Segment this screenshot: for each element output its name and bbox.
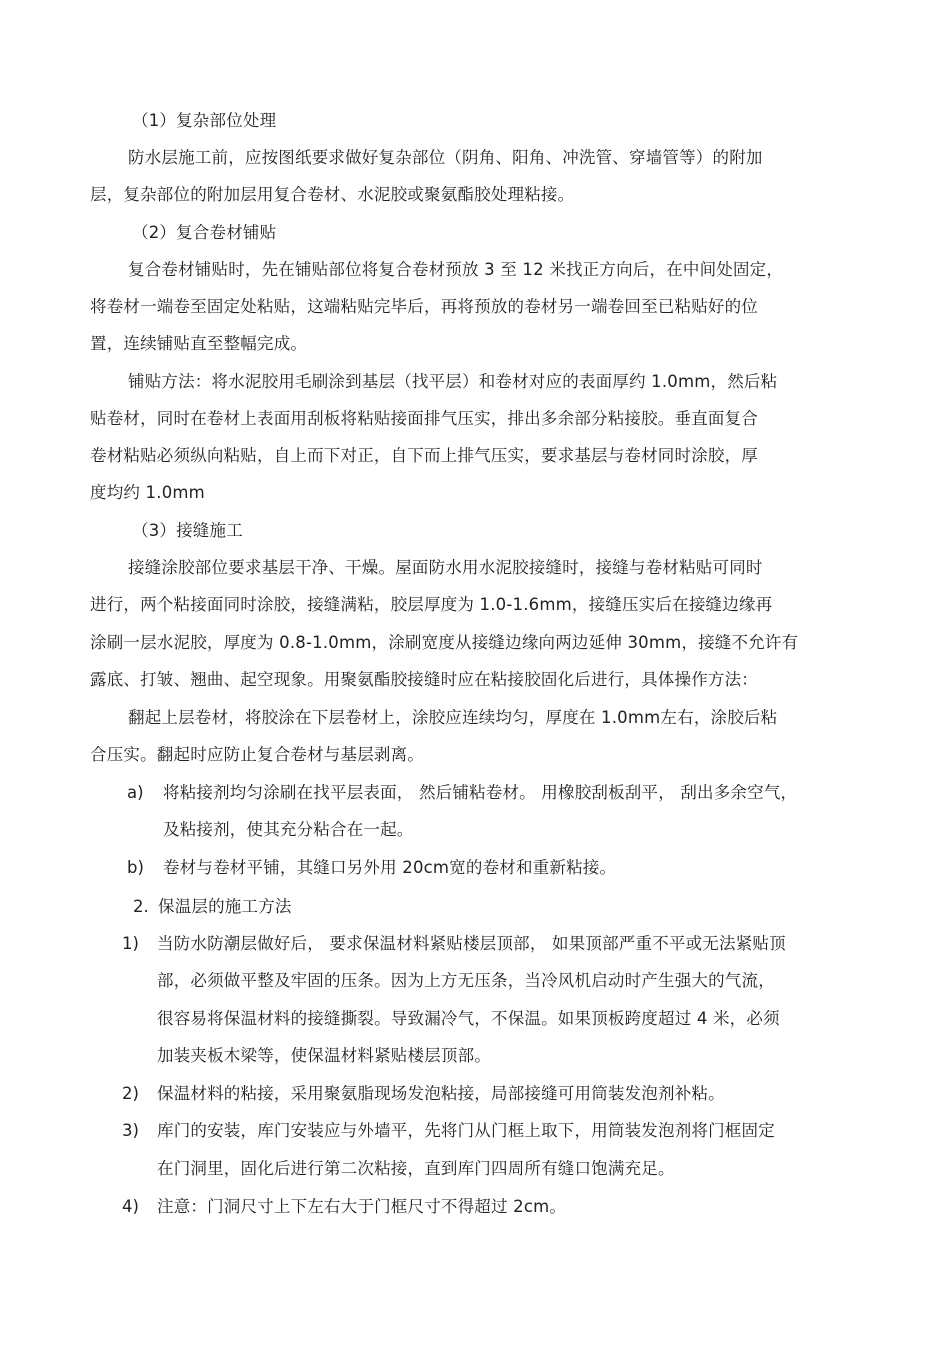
list-item-line: 很容易将保温材料的接缝撕裂。导致漏冷气，不保温。如果顶板跨度超过 4 米，必须 <box>157 1009 780 1028</box>
section-2-heading: （2）复合卷材铺贴 <box>132 223 277 242</box>
list-item-line: 加装夹板木梁等，使保温材料紧贴楼层顶部。 <box>157 1046 491 1065</box>
list-marker: a) <box>127 783 144 802</box>
list-item-line: 当防水防潮层做好后， 要求保温材料紧贴楼层顶部， 如果顶部严重不平或无法紧贴顶 <box>157 934 786 953</box>
section-number: 2. <box>133 897 149 916</box>
section-1-heading: （1）复杂部位处理 <box>132 111 277 130</box>
list-marker: b) <box>127 858 144 877</box>
list-item-line: 部，必须做平整及牢固的压条。因为上方无压条，当冷风机启动时产生强大的气流， <box>157 971 775 990</box>
list-item-line: 将粘接剂均匀涂刷在找平层表面， 然后铺粘卷材。 用橡胶刮板刮平， 刮出多余空气， <box>163 783 798 802</box>
list-item-line: 在门洞里，固化后进行第二次粘接，直到库门四周所有缝口饱满充足。 <box>157 1159 675 1178</box>
paragraph-line: 卷材粘贴必须纵向粘贴，自上而下对正，自下而上排气压实，要求基层与卷材同时涂胶，厚 <box>90 446 758 465</box>
list-marker: 2) <box>122 1084 139 1103</box>
list-marker: 4) <box>122 1197 139 1216</box>
list-item-line: 卷材与卷材平铺，其缝口另外用 20cm宽的卷材和重新粘接。 <box>163 858 617 877</box>
paragraph-line: 防水层施工前，应按图纸要求做好复杂部位（阴角、阳角、冲洗管、穿墙管等）的附加 <box>128 148 763 167</box>
paragraph-line: 进行，两个粘接面同时涂胶，接缝满粘，胶层厚度为 1.0-1.6mm，接缝压实后在接缝边缘再 <box>90 595 773 614</box>
section-3-heading: （3）接缝施工 <box>132 521 243 540</box>
paragraph-line: 接缝涂胶部位要求基层干净、干燥。屋面防水用水泥胶接缝时，接缝与卷材粘贴可同时 <box>128 558 763 577</box>
list-item-line: 保温材料的粘接，采用聚氨脂现场发泡粘接，局部接缝可用筒装发泡剂补粘。 <box>157 1084 725 1103</box>
paragraph-line: 翻起上层卷材，将胶涂在下层卷材上，涂胶应连续均匀，厚度在 1.0mm左右，涂胶后粘 <box>128 708 778 727</box>
list-marker: 1) <box>122 934 139 953</box>
paragraph-line: 置，连续铺贴直至整幅完成。 <box>90 334 308 353</box>
paragraph-line: 复合卷材铺贴时，先在铺贴部位将复合卷材预放 3 至 12 米找正方向后，在中间处固定， <box>128 260 784 279</box>
paragraph-line: 将卷材一端卷至固定处粘贴，这端粘贴完毕后，再将预放的卷材另一端卷回至已粘贴好的位 <box>90 297 758 316</box>
paragraph-line: 贴卷材，同时在卷材上表面用刮板将粘贴接面排气压实，排出多余部分粘接胶。垂直面复合 <box>90 409 758 428</box>
paragraph-line: 合压实。翻起时应防止复合卷材与基层剥离。 <box>90 745 424 764</box>
paragraph-line: 层，复杂部位的附加层用复合卷材、水泥胶或聚氨酯胶处理粘接。 <box>90 185 575 204</box>
paragraph-line: 度均约 1.0mm <box>90 483 205 502</box>
paragraph-line: 涂刷一层水泥胶，厚度为 0.8-1.0mm，涂刷宽度从接缝边缘向两边延伸 30mm，接缝不允许有 <box>90 633 799 652</box>
section-4-heading: 保温层的施工方法 <box>158 897 292 916</box>
paragraph-line: 铺贴方法：将水泥胶用毛刷涂到基层（找平层）和卷材对应的表面厚约 1.0mm，然后粘 <box>128 372 778 391</box>
list-item-line: 及粘接剂，使其充分粘合在一起。 <box>163 820 414 839</box>
list-marker: 3) <box>122 1121 139 1140</box>
list-item-line: 注意：门洞尺寸上下左右大于门框尺寸不得超过 2cm。 <box>157 1197 567 1216</box>
paragraph-line: 露底、打皱、翘曲、起空现象。用聚氨酯胶接缝时应在粘接胶固化后进行，具体操作方法： <box>90 670 758 689</box>
list-item-line: 库门的安装，库门安装应与外墙平，先将门从门框上取下，用筒装发泡剂将门框固定 <box>157 1121 775 1140</box>
